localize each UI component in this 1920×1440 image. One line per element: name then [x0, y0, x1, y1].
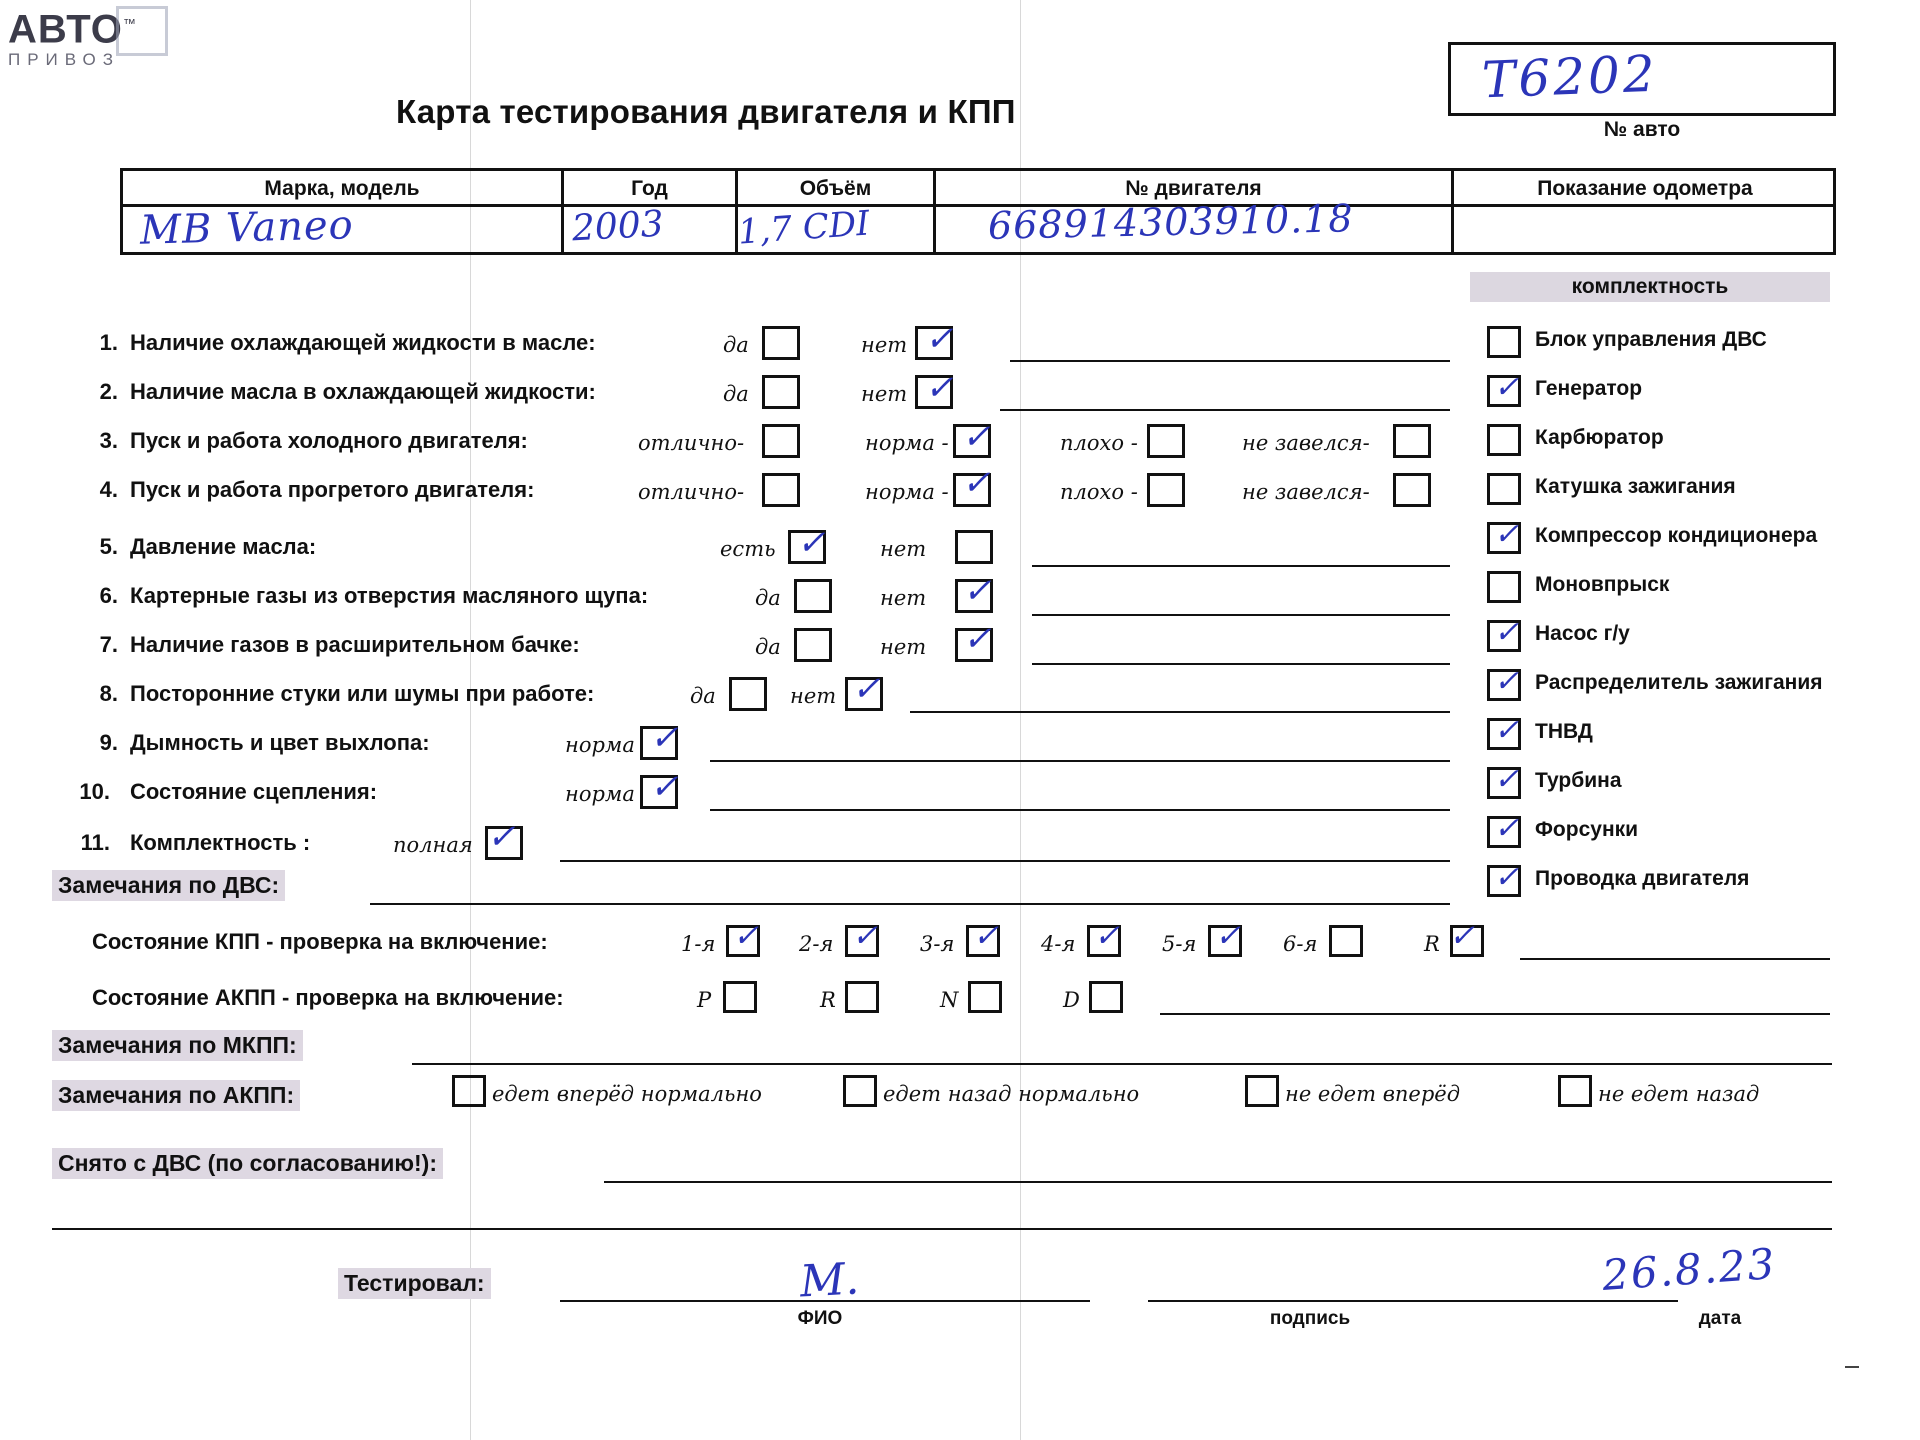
- checkbox-distributor[interactable]: [1487, 669, 1521, 701]
- checkbox-carburetor[interactable]: [1487, 424, 1521, 456]
- option-label-bad: плохо -: [1060, 431, 1138, 455]
- checkbox-no-forward[interactable]: [1245, 1075, 1279, 1107]
- tick-mark: ✓: [1494, 713, 1520, 748]
- mkpp-note-line[interactable]: [1520, 958, 1830, 960]
- checkbox-ac-compressor[interactable]: [1487, 522, 1521, 554]
- akpp-remarks-label: Замечания по АКПП:: [52, 1080, 300, 1111]
- checkbox-q8-no[interactable]: [845, 677, 883, 711]
- tick-mark: ✓: [1494, 811, 1520, 846]
- option-label-no: нет: [790, 684, 837, 708]
- checkbox-q3-bad[interactable]: [1147, 424, 1185, 458]
- watermark-line-1: АВТО: [8, 7, 123, 52]
- checkbox-drives-backward-ok[interactable]: [843, 1075, 877, 1107]
- question-text: Состояние сцепления:: [130, 779, 378, 804]
- watermark-line-2: ПРИВОЗ: [8, 50, 121, 70]
- completeness-label-ecu: Блок управления ДВС: [1535, 328, 1767, 351]
- option-label-normal: норма: [565, 733, 635, 757]
- removed-parts-label: Снято с ДВС (по согласованию!):: [52, 1148, 443, 1179]
- checkbox-gear-6[interactable]: [1329, 925, 1363, 957]
- option-label-no: нет: [880, 586, 927, 610]
- checkbox-ignition-coil[interactable]: [1487, 473, 1521, 505]
- question-text: Пуск и работа холодного двигателя:: [130, 428, 528, 453]
- note-line-q10[interactable]: [710, 809, 1450, 811]
- tick-mark: ✓: [962, 417, 991, 457]
- tick-mark: ✓: [797, 523, 826, 563]
- question-number: 7.: [99, 632, 118, 657]
- removed-parts-line[interactable]: [604, 1181, 1832, 1183]
- completeness-label-injectors: Форсунки: [1535, 818, 1639, 841]
- gear-label-3: 3-я: [920, 932, 955, 956]
- checkbox-engine-wiring[interactable]: [1487, 865, 1521, 897]
- checkbox-akpp-r[interactable]: [845, 981, 879, 1013]
- checkbox-q4-excellent[interactable]: [762, 473, 800, 507]
- question-text: Посторонние стуки или шумы при работе:: [130, 681, 595, 706]
- option-label-yes: да: [690, 684, 716, 708]
- checkbox-alternator[interactable]: [1487, 375, 1521, 407]
- question-text: Наличие газов в расширительном бачке:: [130, 632, 580, 657]
- question-number: 4.: [99, 477, 118, 502]
- question-text: Пуск и работа прогретого двигателя:: [130, 477, 535, 502]
- value-volume: 1,7 CDI: [736, 203, 871, 253]
- column-header-brand: Марка, модель: [264, 177, 420, 200]
- dvs-remarks-line[interactable]: [370, 903, 1450, 905]
- akpp-label-n: N: [940, 988, 959, 1012]
- checkbox-q7-no[interactable]: [955, 628, 993, 662]
- checkbox-q10-normal[interactable]: [640, 775, 678, 809]
- checkbox-q6-yes[interactable]: [794, 579, 832, 613]
- option-label-no: нет: [861, 333, 908, 357]
- mkpp-remarks-line[interactable]: [412, 1063, 1832, 1065]
- checkbox-akpp-n[interactable]: [968, 981, 1002, 1013]
- tick-mark: ✓: [733, 918, 759, 954]
- checkbox-gear-2[interactable]: [845, 925, 879, 957]
- tick-mark: ✓: [925, 319, 954, 359]
- tick-mark: ✓: [1215, 918, 1241, 954]
- note-line-q7[interactable]: [1032, 663, 1450, 665]
- scan-corner-mark: [1845, 1366, 1859, 1368]
- completeness-label-alternator: Генератор: [1535, 377, 1643, 400]
- page-title: Карта тестирования двигателя и КПП: [396, 93, 1016, 130]
- option-label-present: есть: [720, 537, 776, 561]
- checkbox-q4-bad[interactable]: [1147, 473, 1185, 507]
- column-header-engine-number: № двигателя: [1125, 177, 1262, 200]
- checkbox-q4-normal[interactable]: [953, 473, 991, 507]
- akpp-label-p: P: [697, 988, 712, 1012]
- tick-mark: ✓: [487, 817, 516, 857]
- completeness-label-carburetor: Карбюратор: [1535, 426, 1664, 449]
- note-line-q8[interactable]: [910, 711, 1450, 713]
- option-label-not-started: не завелся-: [1242, 480, 1370, 504]
- checkbox-akpp-d[interactable]: [1089, 981, 1123, 1013]
- tick-mark: ✓: [1494, 762, 1520, 797]
- checkbox-injectors[interactable]: [1487, 816, 1521, 848]
- tick-mark: ✓: [1494, 860, 1520, 895]
- question-number: 3.: [99, 428, 118, 453]
- question-number: 11.: [80, 830, 110, 855]
- tick-mark: ✓: [962, 463, 991, 503]
- checkbox-q9-normal[interactable]: [640, 726, 678, 760]
- option-label-bad: плохо -: [1060, 480, 1138, 504]
- note-line-q6[interactable]: [1032, 614, 1450, 616]
- value-brand-model: MB Vaneo: [139, 202, 355, 254]
- note-line-q5[interactable]: [1032, 565, 1450, 567]
- completeness-label-tnvd: ТНВД: [1535, 720, 1593, 743]
- question-number: 2.: [99, 379, 118, 404]
- question-number: 10.: [79, 779, 110, 804]
- column-header-volume: Объём: [799, 177, 872, 200]
- checkbox-q3-not-started[interactable]: [1393, 424, 1431, 458]
- label-drives-forward-ok: едет вперёд нормально: [492, 1082, 762, 1106]
- question-text: Наличие масла в охлаждающей жидкости:: [130, 379, 596, 404]
- tick-mark: ✓: [650, 718, 679, 758]
- vehicle-header-table: [120, 168, 1836, 255]
- question-number: 1.: [99, 330, 118, 355]
- completeness-label-ac-compressor: Компрессор кондиционера: [1535, 524, 1818, 547]
- checkbox-q5-absent[interactable]: [955, 530, 993, 564]
- note-line-q11[interactable]: [560, 860, 1450, 862]
- tick-mark: ✓: [1449, 918, 1475, 954]
- tick-mark: ✓: [1494, 664, 1520, 699]
- option-label-excellent: отлично-: [638, 431, 745, 455]
- checkbox-no-backward[interactable]: [1558, 1075, 1592, 1107]
- checkbox-akpp-p[interactable]: [723, 981, 757, 1013]
- question-text: Давление масла:: [130, 534, 317, 559]
- option-label-yes: да: [723, 382, 749, 406]
- checkbox-q5-present[interactable]: [788, 530, 826, 564]
- question-text: Наличие охлаждающей жидкости в масле:: [130, 330, 596, 355]
- note-line-q9[interactable]: [710, 760, 1450, 762]
- handwritten-date: 26.8.23: [1600, 1238, 1778, 1301]
- option-label-yes: да: [755, 586, 781, 610]
- label-no-forward: не едет вперёд: [1285, 1082, 1461, 1106]
- note-line-q1[interactable]: [1010, 360, 1450, 362]
- completeness-label-turbine: Турбина: [1535, 769, 1622, 792]
- checkbox-ecu[interactable]: [1487, 326, 1521, 358]
- tick-mark: ✓: [963, 571, 992, 611]
- value-year: 2003: [570, 203, 665, 250]
- checkbox-gear-5[interactable]: [1208, 925, 1242, 957]
- signature-caption: подпись: [1269, 1308, 1351, 1329]
- checkbox-q7-yes[interactable]: [794, 628, 832, 662]
- completeness-section-title: комплектность: [1470, 272, 1830, 302]
- checkbox-q2-no[interactable]: [915, 375, 953, 409]
- question-number: 5.: [99, 534, 118, 559]
- question-text: Комплектность :: [130, 830, 311, 855]
- completeness-label-engine-wiring: Проводка двигателя: [1535, 867, 1750, 890]
- checkbox-q6-no[interactable]: [955, 579, 993, 613]
- option-label-absent: нет: [880, 537, 927, 561]
- akpp-note-line[interactable]: [1160, 1013, 1830, 1015]
- gear-label-6: 6-я: [1283, 932, 1318, 956]
- checkbox-drives-forward-ok[interactable]: [452, 1075, 486, 1107]
- option-label-no: нет: [880, 635, 927, 659]
- label-no-backward: не едет назад: [1598, 1082, 1760, 1106]
- checkbox-q4-not-started[interactable]: [1393, 473, 1431, 507]
- column-header-odometer: Показание одометра: [1537, 177, 1753, 200]
- dvs-remarks-label: Замечания по ДВС:: [52, 870, 285, 901]
- checkbox-gear-reverse[interactable]: [1450, 925, 1484, 957]
- checkbox-turbine[interactable]: [1487, 767, 1521, 799]
- gear-label-5: 5-я: [1162, 932, 1197, 956]
- tested-by-label: Тестировал:: [338, 1268, 491, 1299]
- question-number: 8.: [99, 681, 118, 706]
- akpp-label-r: R: [820, 988, 836, 1012]
- checkbox-power-steering-pump[interactable]: [1487, 620, 1521, 652]
- auto-number-label: № авто: [1603, 118, 1681, 141]
- question-text: Картерные газы из отверстия масляного щупа:: [130, 583, 649, 608]
- checkbox-q1-yes[interactable]: [762, 326, 800, 360]
- checkbox-gear-3[interactable]: [966, 925, 1000, 957]
- mkpp-check-label: Состояние КПП - проверка на включение:: [92, 929, 548, 954]
- checkbox-gear-1[interactable]: [726, 925, 760, 957]
- checkbox-q3-normal[interactable]: [953, 424, 991, 458]
- tick-mark: ✓: [1494, 517, 1520, 552]
- date-caption: дата: [1698, 1308, 1742, 1329]
- tick-mark: ✓: [973, 918, 999, 954]
- option-label-normal: норма -: [865, 431, 949, 455]
- removed-parts-line-2[interactable]: [52, 1228, 1832, 1230]
- label-drives-backward-ok: едет назад нормально: [883, 1082, 1140, 1106]
- option-label-not-started: не завелся-: [1242, 431, 1370, 455]
- signature-line[interactable]: [1148, 1300, 1678, 1302]
- tick-mark: ✓: [1094, 918, 1120, 954]
- checkbox-q1-no[interactable]: [915, 326, 953, 360]
- gear-label-4: 4-я: [1041, 932, 1076, 956]
- option-label-normal: норма -: [865, 480, 949, 504]
- tick-mark: ✓: [1494, 615, 1520, 650]
- question-number: 6.: [99, 583, 118, 608]
- tick-mark: ✓: [963, 619, 992, 659]
- question-number: 9.: [99, 730, 118, 755]
- option-label-excellent: отлично-: [638, 480, 745, 504]
- watermark-square-icon: [116, 6, 168, 56]
- checkbox-monoinjection[interactable]: [1487, 571, 1521, 603]
- akpp-label-d: D: [1063, 988, 1080, 1012]
- option-label-normal: норма: [565, 782, 635, 806]
- fio-caption: ФИО: [797, 1308, 843, 1329]
- checkbox-gear-4[interactable]: [1087, 925, 1121, 957]
- tick-mark: ✓: [650, 767, 679, 807]
- checkbox-tnvd[interactable]: [1487, 718, 1521, 750]
- value-engine-number: 668914303910.18: [987, 196, 1354, 248]
- gear-label-reverse: R: [1424, 932, 1440, 956]
- gear-label-2: 2-я: [799, 932, 834, 956]
- option-label-no: нет: [861, 382, 908, 406]
- question-text: Дымность и цвет выхлопа:: [130, 730, 430, 755]
- akpp-check-label: Состояние АКПП - проверка на включение:: [92, 985, 564, 1010]
- tick-mark: ✓: [852, 918, 878, 954]
- auto-number-handwritten-value: Т6202: [1480, 44, 1659, 110]
- handwritten-signature: М.: [798, 1253, 861, 1308]
- column-header-year: Год: [631, 177, 668, 200]
- gear-label-1: 1-я: [681, 932, 716, 956]
- tick-mark: ✓: [1494, 370, 1520, 405]
- completeness-label-monoinjection: Моновпрыск: [1535, 573, 1670, 596]
- completeness-label-ignition-coil: Катушка зажигания: [1535, 475, 1736, 498]
- option-label-full: полная: [393, 833, 473, 857]
- option-label-yes: да: [723, 333, 749, 357]
- checkbox-q8-yes[interactable]: [729, 677, 767, 711]
- checkbox-q2-yes[interactable]: [762, 375, 800, 409]
- checkbox-q11-full[interactable]: [485, 826, 523, 860]
- watermark-tm: ™: [122, 16, 137, 31]
- tick-mark: ✓: [852, 669, 881, 709]
- completeness-label-power-steering-pump: Насос г/у: [1535, 622, 1630, 645]
- completeness-label-distributor: Распределитель зажигания: [1535, 671, 1823, 694]
- tick-mark: ✓: [925, 368, 954, 408]
- note-line-q2[interactable]: [1000, 409, 1450, 411]
- site-watermark-logo: [8, 4, 173, 76]
- option-label-yes: да: [755, 635, 781, 659]
- mkpp-remarks-label: Замечания по МКПП:: [52, 1030, 303, 1061]
- checkbox-q3-excellent[interactable]: [762, 424, 800, 458]
